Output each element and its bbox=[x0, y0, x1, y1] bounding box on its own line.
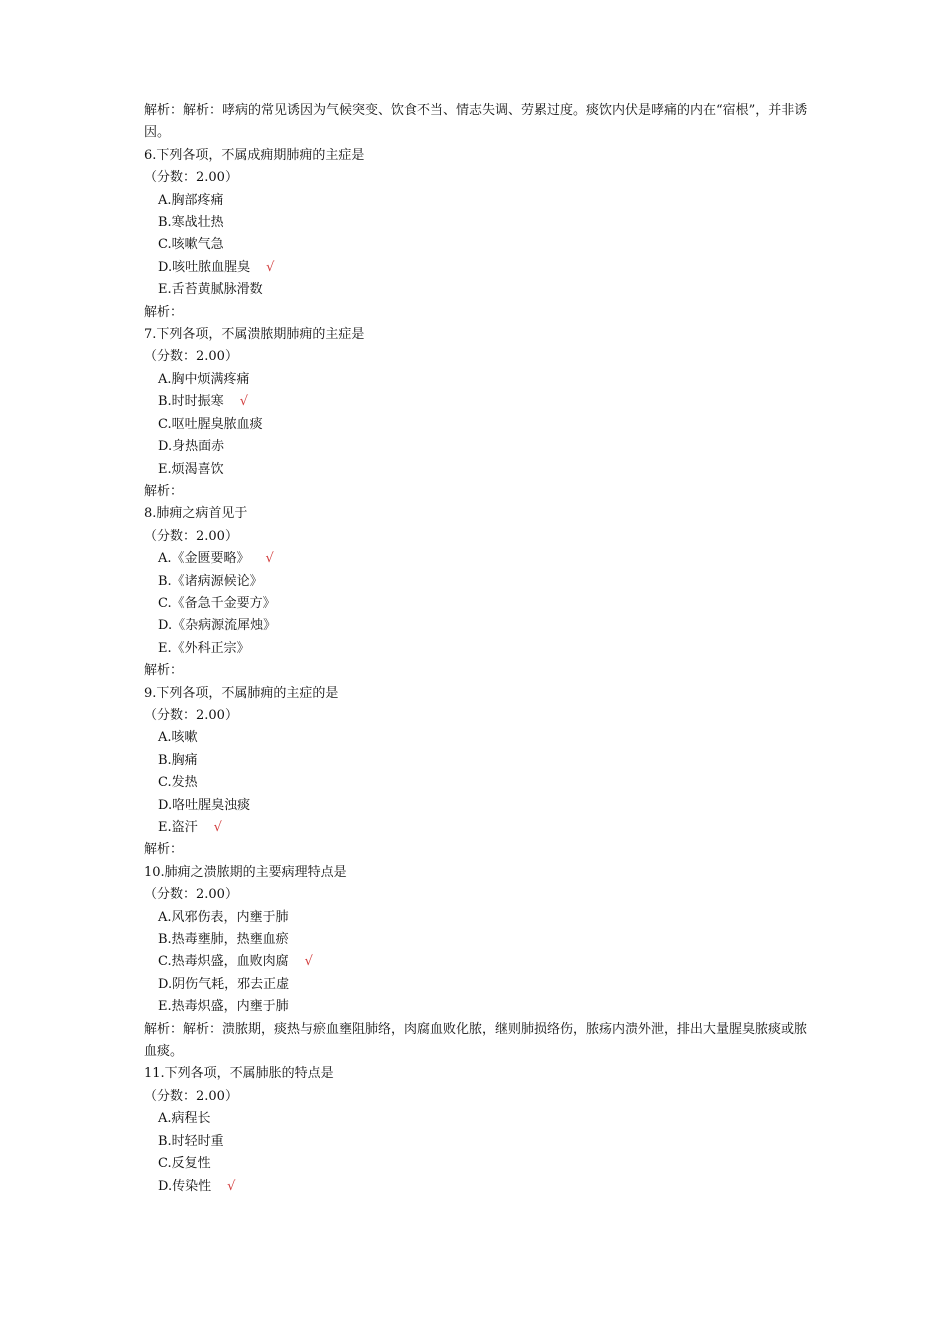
option-row bbox=[144, 279, 809, 301]
option-row bbox=[144, 436, 809, 458]
option-row bbox=[144, 727, 809, 749]
question-block bbox=[144, 145, 809, 324]
question-stem: 9.下列各项，不属肺痈的主症的是 bbox=[144, 685, 339, 701]
option-row bbox=[144, 414, 809, 436]
option-text: D.咳吐脓血腥臭 bbox=[158, 259, 251, 275]
option-text: A.病程长 bbox=[158, 1111, 211, 1127]
question-analysis: 解析： bbox=[144, 842, 184, 858]
option-text: C.反复性 bbox=[158, 1156, 211, 1172]
option-row bbox=[144, 907, 809, 929]
question-block bbox=[144, 324, 809, 503]
option-text: A.风邪伤表，内壅于肺 bbox=[158, 909, 289, 925]
question-block bbox=[144, 1063, 809, 1197]
question-analysis: 解析： bbox=[144, 483, 184, 499]
correct-mark: √ bbox=[266, 259, 275, 275]
option-text: B.《诸病源候论》 bbox=[158, 573, 263, 589]
option-text: D.身热面赤 bbox=[158, 439, 225, 455]
option-text: D.阴伤气耗，邪去正虚 bbox=[158, 976, 290, 992]
question-score: （分数：2.00） bbox=[144, 349, 238, 365]
question-stem: 8.肺痈之病首见于 bbox=[144, 506, 248, 522]
option-row bbox=[144, 615, 809, 637]
intro-analysis: 解析：解析：哮病的常见诱因为气候突变、饮食不当、情志失调、劳累过度。痰饮内伏是哮痛的内在“宿根”，并非诱因。 bbox=[144, 103, 808, 141]
option-text: C.发热 bbox=[158, 775, 198, 791]
correct-mark: √ bbox=[239, 394, 248, 410]
question-score: （分数：2.00） bbox=[144, 707, 238, 723]
correct-mark: √ bbox=[213, 820, 222, 835]
option-row bbox=[144, 951, 809, 973]
question-stem: 7.下列各项，不属溃脓期肺痈的主症是 bbox=[144, 327, 365, 343]
question-score: （分数：2.00） bbox=[144, 1088, 238, 1104]
option-text: D.咯吐腥臭浊痰 bbox=[158, 797, 251, 813]
option-text: A.咳嗽 bbox=[158, 730, 198, 746]
option-row bbox=[144, 638, 809, 660]
option-row bbox=[144, 593, 809, 615]
question-stem: 11.下列各项，不属肺胀的特点是 bbox=[144, 1066, 334, 1082]
question-stem: 6.下列各项，不属成痈期肺痈的主症是 bbox=[144, 147, 365, 163]
option-row bbox=[144, 257, 809, 279]
option-row bbox=[144, 929, 809, 951]
question-analysis: 解析： bbox=[144, 304, 184, 320]
option-text: A.《金匮要略》 bbox=[158, 551, 250, 567]
option-row bbox=[144, 234, 809, 256]
option-text: A.胸中烦满疼痛 bbox=[158, 371, 250, 387]
question-block bbox=[144, 503, 809, 682]
question-stem: 10.肺痈之溃脓期的主要病理特点是 bbox=[144, 864, 347, 880]
option-text: C.《备急千金要方》 bbox=[158, 595, 276, 611]
correct-mark: √ bbox=[304, 954, 313, 970]
option-row bbox=[144, 750, 809, 772]
correct-mark: √ bbox=[265, 551, 274, 567]
option-text: E.热毒炽盛，内壅于肺 bbox=[158, 999, 289, 1015]
option-row bbox=[144, 369, 809, 391]
option-row bbox=[144, 190, 809, 212]
question-analysis: 解析： bbox=[144, 663, 184, 679]
option-row bbox=[144, 1108, 809, 1130]
option-row bbox=[144, 459, 809, 481]
question-analysis: 解析：解析：溃脓期，痰热与瘀血壅阻肺络，肉腐血败化脓，继则肺损络伤，脓疡内溃外泄，排出大量腥臭脓痰或脓血痰。 bbox=[144, 1021, 808, 1060]
option-text: B.时时振寒 bbox=[158, 394, 224, 410]
question-score: （分数：2.00） bbox=[144, 528, 238, 544]
option-text: E.《外科正宗》 bbox=[158, 640, 250, 656]
option-text: C.热毒炽盛，血败肉腐 bbox=[158, 954, 289, 970]
option-row bbox=[144, 571, 809, 593]
option-row bbox=[144, 974, 809, 996]
question-block bbox=[144, 683, 809, 862]
option-text: E.盗汗 bbox=[158, 820, 198, 835]
option-text: E.舌苔黄腻脉滑数 bbox=[158, 282, 263, 298]
question-block bbox=[144, 862, 809, 1064]
option-text: C.咳嗽气急 bbox=[158, 237, 224, 253]
question-score: （分数：2.00） bbox=[144, 887, 238, 903]
option-text: E.烦渴喜饮 bbox=[158, 461, 224, 477]
option-text: B.热毒壅肺，热壅血瘀 bbox=[158, 932, 289, 948]
option-row bbox=[144, 548, 809, 570]
option-row bbox=[144, 772, 809, 794]
option-row bbox=[144, 996, 809, 1018]
option-row bbox=[144, 1131, 809, 1153]
option-row bbox=[144, 212, 809, 234]
option-text: B.寒战壮热 bbox=[158, 215, 224, 231]
document-body bbox=[144, 100, 809, 1198]
question-score: （分数：2.00） bbox=[144, 170, 238, 186]
option-text: D.《杂病源流犀烛》 bbox=[158, 618, 277, 634]
option-row bbox=[144, 1153, 809, 1175]
option-text: C.呕吐腥臭脓血痰 bbox=[158, 416, 263, 432]
correct-mark: √ bbox=[227, 1178, 236, 1194]
option-row bbox=[144, 817, 809, 839]
option-text: B.时轻时重 bbox=[158, 1133, 224, 1149]
option-text: D.传染性 bbox=[158, 1178, 212, 1194]
option-row bbox=[144, 1176, 809, 1198]
option-row bbox=[144, 391, 809, 413]
option-text: B.胸痛 bbox=[158, 752, 198, 768]
option-text: A.胸部疼痛 bbox=[158, 192, 224, 208]
option-row bbox=[144, 795, 809, 817]
